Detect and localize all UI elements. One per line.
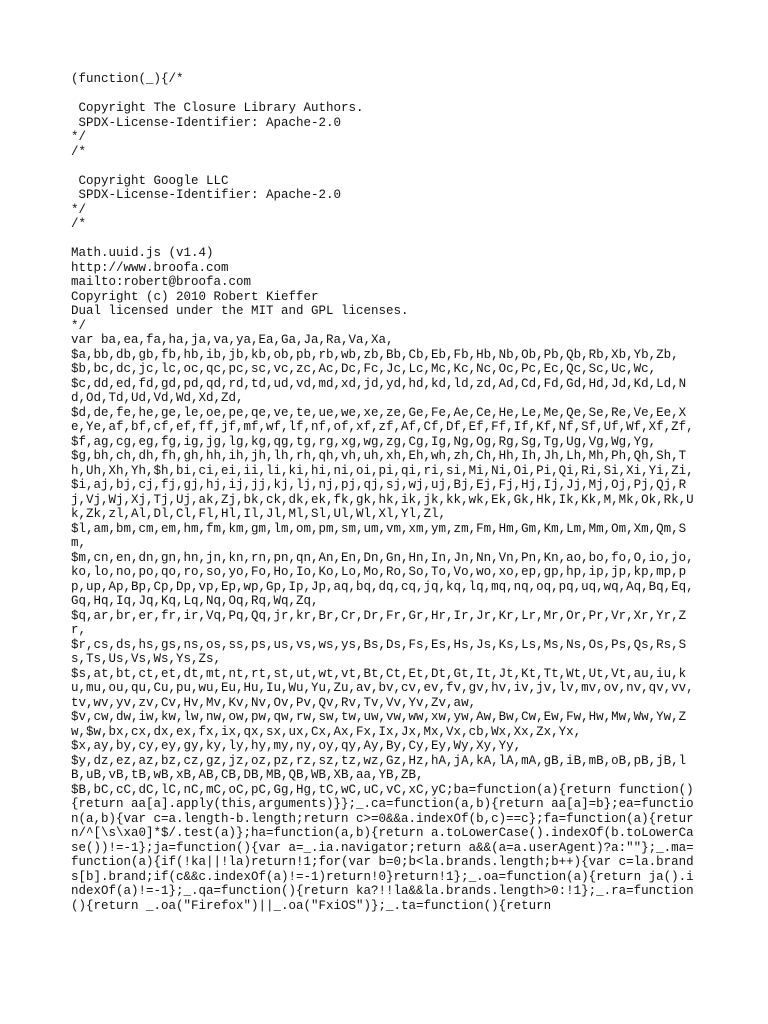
javascript-source-text: (function(_){/* Copyright The Closure Library Authors. SPDX-License-Identifier: Apache-2.0 */ /* Copyright Google LLC SPDX-License-Identifier: Apache-2.0 */ /* Math.uuid.js (v1.4) http://www.broofa.com mailto:robert@broofa.com Copyright (c) 2010 Robert Kieffer Dual licensed under the MIT and GPL licenses. */ var ba,ea,fa,ha,ja,va,ya,Ea,Ga,Ja,Ra,Va,Xa, $a,bb,db,gb,fb,hb,ib,jb,kb,ob,pb,rb,wb,zb,Bb,Cb,Eb,Fb,Hb,Nb,Ob,Pb,Qb,Rb,Xb,Yb,Zb, $b,bc,dc,jc,lc,oc,qc,pc,sc,vc,zc,Ac,Dc,Fc,Jc,Lc,Mc,Kc,Nc,Oc,Pc,Ec,Qc,Sc,Uc,Wc, $c,dd,ed,fd,gd,pd,qd,rd,td,ud,vd,md,xd,jd,yd,hd,kd,ld,zd,Ad,Cd,Fd,Gd,Hd,Jd,Kd,Ld,Nd,Od,Td,Ud,Vd,Wd,Xd,Zd, $d,de,fe,he,ge,le,oe,pe,qe,ve,te,ue,we,xe,ze,Ge,Fe,Ae,Ce,He,Le,Me,Qe,Se,Re,Ve,Ee,Xe,Ye,af,bf,cf,ef,ff,jf,mf,wf,lf,nf,of,xf,zf,Af,Cf,Df,Ef,Ff,If,Kf,Nf,Sf,Uf,Wf,Xf,Zf, $f,ag,cg,eg,fg,ig,jg,lg,kg,qg,tg,rg,xg,wg,zg,Cg,Ig,Ng,Og,Rg,Sg,Tg,Ug,Vg,Wg,Yg, $g,bh,ch,dh,fh,gh,hh,ih,jh,lh,rh,qh,vh,uh,xh,Eh,wh,zh,Ch,Hh,Ih,Jh,Lh,Mh,Ph,Qh,Sh,Th,Uh,Xh,Yh,$h,bi,ci,ei,ii,li,ki,hi,ni,oi,pi,qi,ri,si,Mi,Ni,Oi,Pi,Qi,Ri,Si,Xi,Yi,Zi, $i,aj,bj,cj,fj,gj,hj,ij,jj,kj,lj,nj,pj,qj,sj,wj,uj,Bj,Ej,Fj,Hj,Ij,Jj,Mj,Oj,Pj,Qj,Rj,Vj,Wj,Xj,Tj,Uj,ak,Zj,bk,ck,dk,ek,fk,gk,hk,ik,jk,kk,wk,Ek,Gk,Hk,Ik,Kk,M,Mk,Ok,Rk,Uk,Zk,zl,Al,Dl,Cl,Fl,Hl,Il,Jl,Ml,Sl,Ul,Wl,Xl,Yl,Zl, $l,am,bm,cm,em,hm,fm,km,gm,lm,om,pm,sm,um,vm,xm,ym,zm,Fm,Hm,Gm,Km,Lm,Mm,Om,Xm,Qm,Sm, $m,cn,en,dn,gn,hn,jn,kn,rn,pn,qn,An,En,Dn,Gn,Hn,In,Jn,Nn,Vn,Pn,Kn,ao,bo,fo,O,io,jo,ko,lo,no,po,qo,ro,so,yo,Fo,Ho,Io,Ko,Lo,Mo,Ro,So,To,Vo,wo,xo,ep,gp,hp,ip,jp,kp,mp,pp,up,Ap,Bp,Cp,Dp,vp,Ep,wp,Gp,Ip,Jp,aq,bq,dq,cq,jq,kq,lq,mq,nq,oq,pq,uq,wq,Aq,Bq,Eq,Gq,Hq,Iq,Jq,Kq,Lq,Nq,Oq,Rq,Wq,Zq, $q,ar,br,er,fr,ir,Vq,Pq,Qq,jr,kr,Br,Cr,Dr,Fr,Gr,Hr,Ir,Jr,Kr,Lr,Mr,Or,Pr,Vr,Xr,Yr,Zr, $r,cs,ds,hs,gs,ns,os,ss,ps,us,vs,ws,ys,Bs,Ds,Fs,Es,Hs,Js,Ks,Ls,Ms,Ns,Os,Ps,Qs,Rs,Ss,Ts,Us,Vs,Ws,Ys,Zs, $s,at,bt,ct,et,dt,mt,nt,rt,st,ut,wt,vt,Bt,Ct,Et,Dt,Gt,It,Jt,Kt,Tt,Wt,Ut,Vt,au,iu,ku,mu,ou,qu,Cu,pu,wu,Eu,Hu,Iu,Wu,Yu,Zu,av,bv,cv,ev,fv,gv,hv,iv,jv,lv,mv,ov,nv,qv,vv,tv,wv,yv,zv,Cv,Hv,Mv,Kv,Nv,Ov,Pv,Qv,Rv,Tv,Vv,Yv,Zv,aw, $v,cw,dw,iw,kw,lw,nw,ow,pw,qw,rw,sw,tw,uw,vw,ww,xw,yw,Aw,Bw,Cw,Ew,Fw,Hw,Mw,Ww,Yw,Zw,$w,bx,cx,dx,ex,fx,ix,qx,sx,ux,Cx,Ax,Fx,Ix,Jx,Mx,Vx,cb,Wx,Xx,Zx,Yx, $x,ay,by,cy,ey,gy,ky,ly,hy,my,ny,oy,qy,Ay,By,Cy,Ey,Wy,Xy,Yy, $y,dz,ez,az,bz,cz,gz,jz,oz,pz,rz,sz,tz,wz,Gz,Hz,hA,jA,kA,lA,mA,gB,iB,mB,oB,pB,jB,lB,uB,vB,tB,wB,xB,AB,CB,DB,MB,QB,WB,XB,aa,YB,ZB, $B,bC,cC,dC,lC,nC,mC,oC,pC,Gg,Hg,tC,wC,uC,vC,xC,yC;ba=function(a){return function(){return aa[a].apply(this,arguments)}};_.ca=function(a,b){return aa[a]=b};ea=function(a,b){var c=a.length-b.length;return c>=0&&a.indexOf(b,c)==c};fa=function(a){return/^[\s\xa0]*$/.test(a)};ha=function(a,b){return a.toLowerCase().indexOf(b.toLowerCase())!=-1};ja=function(){var a=_.ia.navigator;return a&&(a=a.userAgent)?a:""};_.ma=function(a){if(!ka||!la)return!1;for(var b=0;b<la.brands.length;b++){var c=la.brands[b].brand;if(c&&c.indexOf(a)!=-1)return!0}return!1};_.oa=function(a){return ja().indexOf(a)!=-1};_.qa=function(){return ka?!!la&&la.brands.length>0:!1};_.ra=function(){return _.oa("Firefox")||_.oa("FxiOS")};_.ta=function(){return	[71, 72, 694, 913]
